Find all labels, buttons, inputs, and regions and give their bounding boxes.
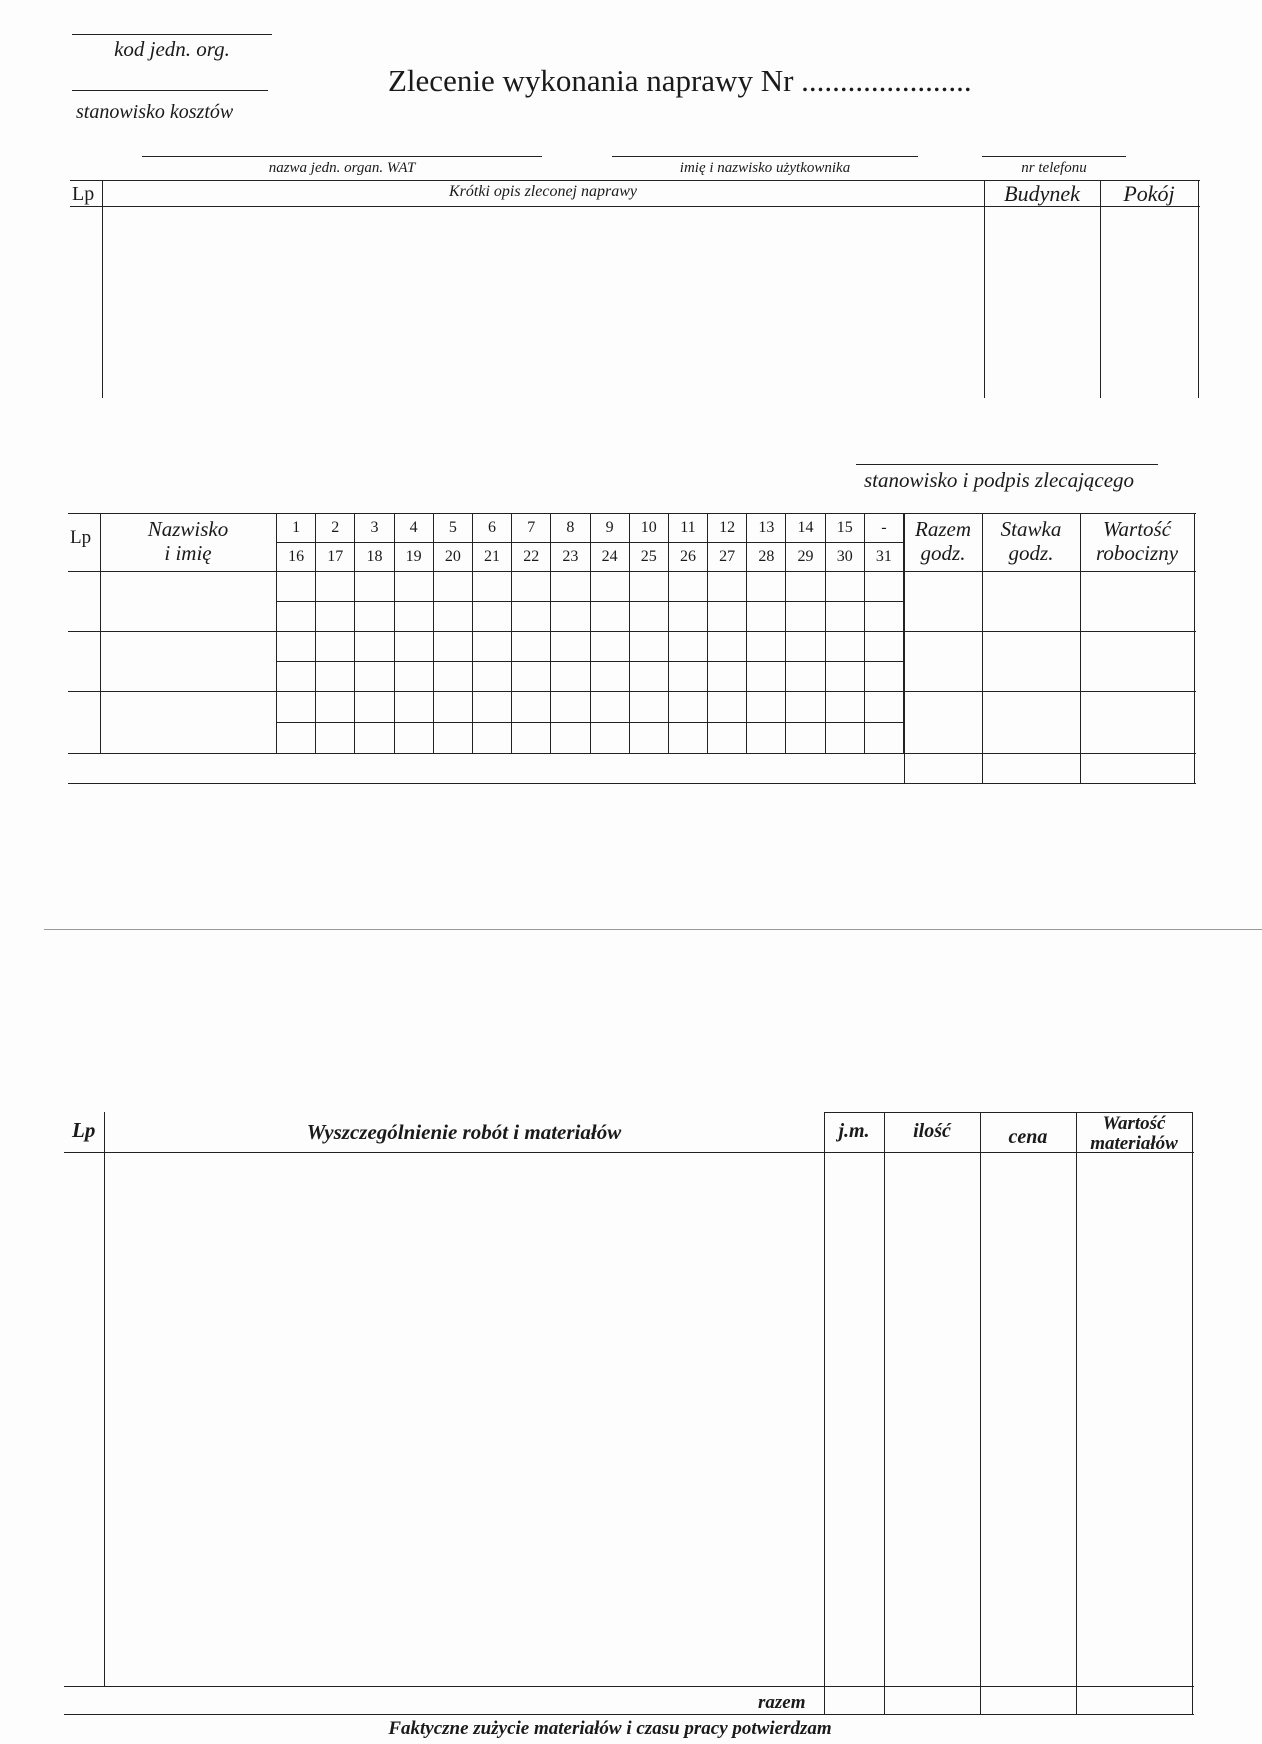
phone-line [982, 156, 1126, 157]
page-divider [44, 929, 1262, 930]
day-cell: 22 [512, 543, 551, 572]
col-description-header: Krótki opis zleconej naprawy [449, 183, 637, 200]
total-label: razem [758, 1692, 806, 1713]
col-lp-header: Lp [72, 1118, 96, 1142]
day-cell: 12 [708, 514, 747, 543]
col-room-header: Pokój [1123, 181, 1175, 206]
day-cell: 26 [668, 543, 707, 572]
col-lp-header: Lp [70, 527, 92, 548]
day-grid [276, 513, 904, 754]
materials-table [64, 1112, 1196, 1712]
confirmation-text: Faktyczne zużycie materiałów i czasu pracy potwierdzam [388, 1718, 832, 1739]
day-cell: 29 [786, 543, 825, 572]
day-cell: 30 [825, 543, 864, 572]
day-cell: 19 [394, 543, 433, 572]
col-spec-header: Wyszczególnienie robót i materiałów [306, 1120, 622, 1144]
unit-name-label: nazwa jedn. organ. WAT [268, 160, 416, 176]
day-cell: 1 [277, 514, 316, 543]
day-cell: 14 [786, 514, 825, 543]
labor-table [68, 513, 1196, 784]
day-cell: 23 [551, 543, 590, 572]
day-cell: - [864, 514, 903, 543]
day-cell: 5 [433, 514, 472, 543]
day-cell: 20 [433, 543, 472, 572]
day-cell: 2 [316, 514, 355, 543]
phone-label: nr telefonu [1021, 160, 1087, 176]
day-cell: 8 [551, 514, 590, 543]
org-code-line [72, 34, 272, 35]
day-cell: 11 [668, 514, 707, 543]
col-name-header: Nazwisko i imię [147, 517, 229, 565]
day-cell: 24 [590, 543, 629, 572]
signature-line [856, 464, 1158, 465]
day-cell: 31 [864, 543, 903, 572]
day-cell: 9 [590, 514, 629, 543]
day-cell: 15 [825, 514, 864, 543]
cost-position-label: stanowisko kosztów [76, 101, 234, 123]
day-cell: 25 [629, 543, 668, 572]
cost-position-line [72, 90, 268, 91]
col-price-header: cena [1008, 1126, 1048, 1148]
day-cell: 13 [747, 514, 786, 543]
day-cell: 10 [629, 514, 668, 543]
user-name-line [612, 156, 918, 157]
day-cell: 4 [394, 514, 433, 543]
col-building-header: Budynek [1004, 181, 1080, 206]
org-code-label: kod jedn. org. [114, 37, 230, 61]
day-cell: 27 [708, 543, 747, 572]
col-total-hours-header: Razem godz. [915, 517, 971, 565]
col-rate-header: Stawka godz. [1000, 517, 1062, 565]
day-cell: 17 [316, 543, 355, 572]
col-unit-header: j.m. [838, 1120, 870, 1142]
day-cell: 16 [277, 543, 316, 572]
page-title: Zlecenie wykonania naprawy Nr ...................... [388, 63, 972, 98]
day-cell: 18 [355, 543, 394, 572]
unit-name-line [142, 156, 542, 157]
day-cell: 21 [472, 543, 511, 572]
signature-label: stanowisko i podpis zlecającego [864, 468, 1135, 492]
day-cell: 6 [472, 514, 511, 543]
day-cell: 3 [355, 514, 394, 543]
day-cell: 7 [512, 514, 551, 543]
col-value-header: Wartość materiałów [1090, 1113, 1178, 1154]
col-qty-header: ilość [913, 1120, 951, 1142]
col-labor-value-header: Wartość robocizny [1095, 517, 1179, 565]
col-lp-header: Lp [72, 183, 95, 205]
day-cell: 28 [747, 543, 786, 572]
user-name-label: imię i nazwisko użytkownika [679, 160, 851, 176]
